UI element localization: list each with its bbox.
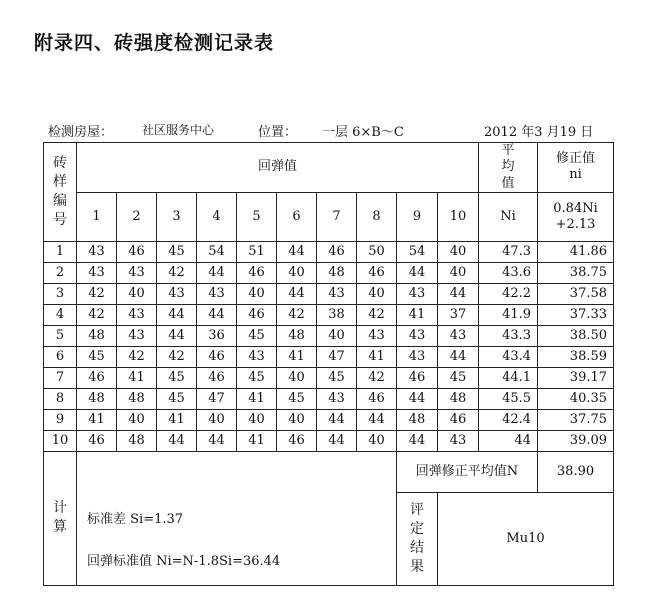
rebound-value-cell: 42 bbox=[117, 346, 157, 367]
rebound-value-cell: 40 bbox=[117, 409, 157, 430]
rebound-value-cell: 44 bbox=[197, 262, 237, 283]
rebound-value-cell: 38 bbox=[317, 304, 357, 325]
rebound-value-cell: 44 bbox=[438, 346, 479, 367]
avg-value-cell: 43.4 bbox=[479, 346, 538, 367]
rebound-value-cell: 43 bbox=[438, 430, 479, 451]
avg-value-cell: 41.9 bbox=[479, 304, 538, 325]
table-row bbox=[44, 241, 614, 262]
avg-value-cell: 43.3 bbox=[479, 325, 538, 346]
rebound-value-cell: 41 bbox=[237, 388, 277, 409]
rebound-value-cell: 41 bbox=[157, 409, 197, 430]
point-number-header: 1 bbox=[77, 192, 117, 241]
table-row bbox=[44, 304, 614, 325]
rebound-value-cell: 41 bbox=[397, 304, 438, 325]
avg-unit: Ni bbox=[479, 192, 538, 241]
brick-no-cell: 7 bbox=[44, 367, 77, 388]
rebound-value-cell: 43 bbox=[357, 325, 397, 346]
rebound-value-cell: 44 bbox=[397, 388, 438, 409]
rebound-value-cell: 43 bbox=[317, 283, 357, 304]
point-number-header: 6 bbox=[277, 192, 317, 241]
rebound-value-cell: 40 bbox=[277, 409, 317, 430]
rebound-value-cell: 42 bbox=[357, 304, 397, 325]
brick-no-cell: 6 bbox=[44, 346, 77, 367]
table-row bbox=[44, 325, 614, 346]
rebound-value-cell: 48 bbox=[317, 262, 357, 283]
point-number-header: 10 bbox=[438, 192, 479, 241]
rebound-value-cell: 46 bbox=[438, 409, 479, 430]
rebound-value-cell: 41 bbox=[277, 346, 317, 367]
table-row bbox=[44, 388, 614, 409]
table-row bbox=[44, 367, 614, 388]
rebound-value-cell: 48 bbox=[77, 325, 117, 346]
rebound-value-cell: 48 bbox=[397, 409, 438, 430]
corrected-unit: ni bbox=[569, 167, 582, 183]
table-row bbox=[44, 262, 614, 283]
rebound-value-cell: 42 bbox=[77, 283, 117, 304]
corr-avg-value: 38.90 bbox=[538, 451, 614, 492]
rebound-value-cell: 43 bbox=[117, 262, 157, 283]
rebound-value-cell: 42 bbox=[157, 262, 197, 283]
brick-no-cell: 9 bbox=[44, 409, 77, 430]
table-row bbox=[44, 430, 614, 451]
rebound-value-cell: 54 bbox=[397, 241, 438, 262]
rebound-value-cell: 43 bbox=[157, 283, 197, 304]
rebound-value-cell: 44 bbox=[317, 409, 357, 430]
rebound-value-cell: 46 bbox=[317, 241, 357, 262]
corrected-label: 修正值 bbox=[556, 151, 596, 167]
rebound-value-cell: 42 bbox=[77, 304, 117, 325]
rebound-value-cell: 51 bbox=[237, 241, 277, 262]
rebound-value-cell: 43 bbox=[117, 304, 157, 325]
rebound-value-cell: 48 bbox=[77, 388, 117, 409]
rebound-value-cell: 44 bbox=[197, 304, 237, 325]
corrected-value-cell: 41.86 bbox=[538, 241, 614, 262]
rebound-value-cell: 45 bbox=[317, 367, 357, 388]
eval-value: Mu10 bbox=[438, 492, 614, 585]
rebound-value-cell: 45 bbox=[277, 388, 317, 409]
corrected-value-cell: 38.75 bbox=[538, 262, 614, 283]
avg-value-cell: 47.3 bbox=[479, 241, 538, 262]
rebound-value-cell: 46 bbox=[277, 430, 317, 451]
rebound-value-cell: 46 bbox=[197, 367, 237, 388]
rebound-value-cell: 50 bbox=[357, 241, 397, 262]
record-date: 2012 年3 月19 日 bbox=[484, 125, 594, 140]
rebound-value-cell: 46 bbox=[397, 367, 438, 388]
corrected-header bbox=[538, 143, 614, 193]
calc-label-cell: 计算 bbox=[44, 451, 77, 585]
rebound-value-cell: 42 bbox=[157, 346, 197, 367]
rebound-value-cell: 44 bbox=[157, 325, 197, 346]
location-label: 位置： bbox=[258, 125, 298, 140]
rebound-value-cell: 37 bbox=[438, 304, 479, 325]
page-title: 附录四、砖强度检测记录表 bbox=[34, 32, 275, 54]
inspection-table bbox=[43, 142, 614, 586]
corrected-value-cell: 37.75 bbox=[538, 409, 614, 430]
rebound-value-cell: 45 bbox=[438, 367, 479, 388]
brick-no-cell: 5 bbox=[44, 325, 77, 346]
rebound-value-cell: 43 bbox=[397, 283, 438, 304]
rebound-value-cell: 43 bbox=[77, 241, 117, 262]
std-dev: 标准差 Si=1.37 bbox=[87, 512, 184, 527]
rebound-value-cell: 41 bbox=[77, 409, 117, 430]
point-number-header: 5 bbox=[237, 192, 277, 241]
point-number-header: 2 bbox=[117, 192, 157, 241]
rebound-value-cell: 43 bbox=[438, 325, 479, 346]
rebound-value-cell: 45 bbox=[157, 241, 197, 262]
table-row bbox=[44, 346, 614, 367]
rebound-value-cell: 44 bbox=[317, 430, 357, 451]
rebound-value-cell: 43 bbox=[197, 283, 237, 304]
rebound-value-cell: 54 bbox=[197, 241, 237, 262]
rebound-value-cell: 46 bbox=[77, 367, 117, 388]
rebound-value-cell: 40 bbox=[438, 262, 479, 283]
corr-avg-label: 回弹修正平均值N bbox=[397, 451, 538, 492]
rebound-value-cell: 44 bbox=[397, 262, 438, 283]
rebound-value-cell: 40 bbox=[438, 241, 479, 262]
rebound-value-cell: 46 bbox=[197, 346, 237, 367]
house-value: 社区服务中心 bbox=[142, 123, 215, 137]
table-row bbox=[44, 283, 614, 304]
rebound-value-cell: 47 bbox=[317, 346, 357, 367]
point-number-header: 4 bbox=[197, 192, 237, 241]
rebound-value-cell: 44 bbox=[157, 304, 197, 325]
corrected-value-cell: 38.59 bbox=[538, 346, 614, 367]
formula: 0.84Ni+2.13 bbox=[538, 192, 614, 241]
corrected-value-cell: 39.09 bbox=[538, 430, 614, 451]
avg-value-cell: 42.2 bbox=[479, 283, 538, 304]
rebound-value-cell: 41 bbox=[117, 367, 157, 388]
corrected-value-cell: 38.50 bbox=[538, 325, 614, 346]
avg-value-cell: 42.4 bbox=[479, 409, 538, 430]
location-value: 一层 6×B～C bbox=[322, 125, 404, 140]
rebound-value-cell: 45 bbox=[157, 388, 197, 409]
brick-no-cell: 8 bbox=[44, 388, 77, 409]
point-number-header: 8 bbox=[357, 192, 397, 241]
avg-value-cell: 43.6 bbox=[479, 262, 538, 283]
corrected-value-cell: 37.58 bbox=[538, 283, 614, 304]
rebound-value-cell: 43 bbox=[77, 262, 117, 283]
rebound-value-cell: 44 bbox=[277, 241, 317, 262]
brick-no-cell: 3 bbox=[44, 283, 77, 304]
table-row bbox=[44, 409, 614, 430]
rebound-value-cell: 46 bbox=[357, 388, 397, 409]
rebound-value-cell: 40 bbox=[357, 283, 397, 304]
rebound-value-cell: 48 bbox=[438, 388, 479, 409]
rebound-value-cell: 45 bbox=[237, 325, 277, 346]
rebound-value-cell: 40 bbox=[357, 430, 397, 451]
rebound-value-cell: 45 bbox=[157, 367, 197, 388]
brick-no-cell: 10 bbox=[44, 430, 77, 451]
avg-value-cell: 45.5 bbox=[479, 388, 538, 409]
rebound-value-cell: 46 bbox=[237, 262, 277, 283]
rebound-value-cell: 43 bbox=[397, 325, 438, 346]
rebound-value-cell: 43 bbox=[117, 325, 157, 346]
rebound-value-cell: 40 bbox=[197, 409, 237, 430]
rebound-value-cell: 44 bbox=[157, 430, 197, 451]
rebound-value-cell: 44 bbox=[197, 430, 237, 451]
rebound-value-cell: 43 bbox=[397, 346, 438, 367]
eval-label: 评定结果 bbox=[397, 492, 438, 585]
rebound-value-cell: 45 bbox=[237, 367, 277, 388]
rebound-value-cell: 48 bbox=[277, 325, 317, 346]
point-number-header: 9 bbox=[397, 192, 438, 241]
std-value: 回弹标准值 Ni=N-1.8Si=36.44 bbox=[87, 554, 281, 570]
avg-value-cell: 44.1 bbox=[479, 367, 538, 388]
rebound-value-cell: 46 bbox=[357, 262, 397, 283]
rebound-value-cell: 45 bbox=[77, 346, 117, 367]
point-number-header: 3 bbox=[157, 192, 197, 241]
rebound-value-cell: 40 bbox=[237, 409, 277, 430]
rebound-value-cell: 44 bbox=[277, 283, 317, 304]
rebound-value-cell: 36 bbox=[197, 325, 237, 346]
brick-no-cell: 1 bbox=[44, 241, 77, 262]
rebound-value-cell: 43 bbox=[237, 346, 277, 367]
rebound-value-cell: 40 bbox=[117, 283, 157, 304]
rebound-value-cell: 40 bbox=[277, 262, 317, 283]
rebound-value-cell: 40 bbox=[237, 283, 277, 304]
calc-detail bbox=[77, 451, 397, 585]
rebound-value-cell: 44 bbox=[357, 409, 397, 430]
rebound-value-cell: 46 bbox=[77, 430, 117, 451]
rebound-value-cell: 40 bbox=[317, 325, 357, 346]
rebound-value-cell: 44 bbox=[438, 283, 479, 304]
brick-no-header: 砖样编号 bbox=[44, 143, 77, 242]
rebound-header: 回弹值 bbox=[77, 143, 479, 193]
rebound-value-cell: 41 bbox=[237, 430, 277, 451]
corrected-value-cell: 40.35 bbox=[538, 388, 614, 409]
rebound-value-cell: 42 bbox=[277, 304, 317, 325]
corrected-value-cell: 37.33 bbox=[538, 304, 614, 325]
brick-no-cell: 2 bbox=[44, 262, 77, 283]
house-label: 检测房屋： bbox=[48, 125, 114, 140]
rebound-value-cell: 46 bbox=[117, 241, 157, 262]
rebound-value-cell: 43 bbox=[317, 388, 357, 409]
brick-no-cell: 4 bbox=[44, 304, 77, 325]
avg-header: 平均值 bbox=[479, 143, 538, 193]
rebound-value-cell: 48 bbox=[117, 388, 157, 409]
rebound-value-cell: 47 bbox=[197, 388, 237, 409]
avg-value-cell: 44 bbox=[479, 430, 538, 451]
corrected-value-cell: 39.17 bbox=[538, 367, 614, 388]
point-number-header: 7 bbox=[317, 192, 357, 241]
rebound-value-cell: 41 bbox=[357, 346, 397, 367]
rebound-value-cell: 44 bbox=[397, 430, 438, 451]
rebound-value-cell: 48 bbox=[117, 430, 157, 451]
rebound-value-cell: 42 bbox=[357, 367, 397, 388]
rebound-value-cell: 40 bbox=[277, 367, 317, 388]
rebound-value-cell: 46 bbox=[237, 304, 277, 325]
